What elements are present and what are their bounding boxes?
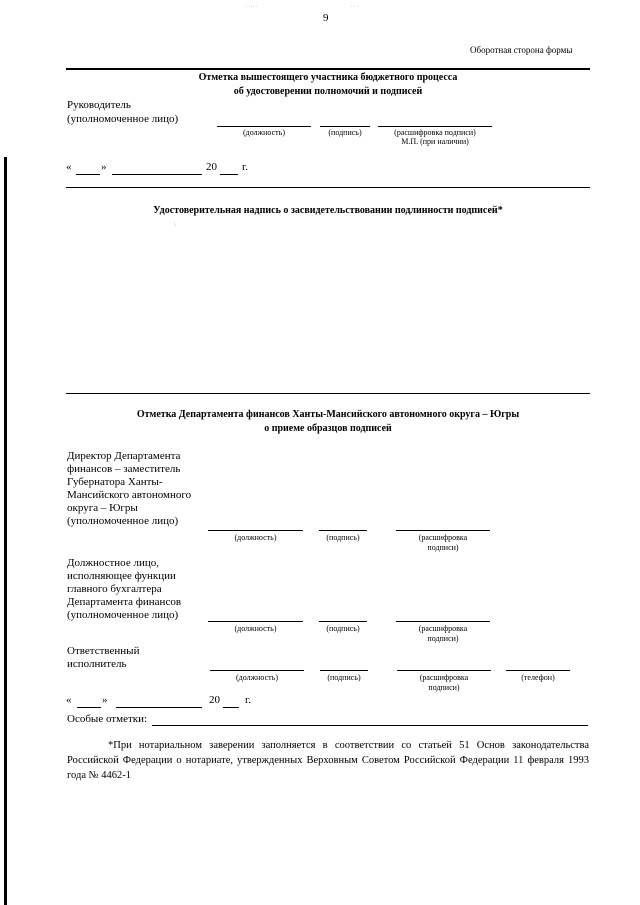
director-label	[67, 450, 207, 528]
executor-signature-field[interactable]	[320, 670, 368, 671]
section2-top-rule	[66, 187, 590, 188]
section1-title-line2: об удостоверении полномочий и подписей	[233, 86, 423, 97]
section1-cap-signature: (подпись)	[328, 128, 362, 137]
section1-position-field[interactable]	[217, 126, 311, 127]
section1-cap-decoding: (расшифровка подписи)	[394, 128, 476, 137]
executor-position-field[interactable]	[210, 670, 304, 671]
director-line: Губернатора Ханты-	[67, 476, 163, 488]
section1-date-day-field[interactable]	[76, 174, 100, 175]
official-cap-position: (должность)	[234, 624, 277, 633]
section3-title-line1: Отметка Департамента финансов Ханты-Мансийского автономного округа – Югры	[136, 409, 520, 420]
executor-cap-decoding-2: подписи)	[428, 683, 460, 692]
section3-date-open-quote: «	[66, 694, 72, 706]
section3-date-suffix: г.	[245, 694, 252, 706]
official-line: главного бухгалтера	[67, 583, 162, 595]
section2-title: Удостоверительная надпись о засвидетельствовании подлинности подписей*	[153, 205, 503, 216]
director-cap-decoding-2: подписи)	[427, 543, 459, 552]
section3-date-day-field[interactable]	[77, 707, 101, 708]
director-position-field[interactable]	[208, 530, 303, 531]
section1-date-suffix: г.	[242, 161, 249, 173]
section3-date-year-field[interactable]	[223, 707, 239, 708]
section3-date-month-field[interactable]	[116, 707, 202, 708]
director-line: округа – Югры	[67, 502, 138, 514]
section3-date-year-prefix: 20	[209, 694, 220, 706]
director-line: (уполномоченное лицо)	[67, 515, 179, 527]
executor-cap-signature: (подпись)	[327, 673, 361, 682]
director-cap-decoding-1: (расшифровка	[418, 533, 468, 542]
official-signature-field[interactable]	[319, 621, 367, 622]
section1-cap-position: (должность)	[243, 128, 285, 137]
section3-title-line2: о приеме образцов подписей	[264, 423, 392, 434]
special-marks-label: Особые отметки:	[67, 713, 148, 725]
scan-edge-bar	[4, 157, 7, 905]
footnote: *При нотариальном заверении заполняется в соответствии со статьей 51 Основ законодательства Российской Федерации о нотариате, утвержденных Верховным Советом Российской Федерации 11 февраля 1993 года № 4462-1	[67, 740, 589, 781]
section1-role-line1: Руководитель	[67, 99, 131, 111]
director-cap-signature: (подпись)	[326, 533, 360, 542]
section3-date-close-quote: »	[102, 694, 108, 706]
section1-decoding-field[interactable]	[378, 126, 492, 127]
form-side-label: Оборотная сторона формы	[470, 45, 573, 55]
official-position-field[interactable]	[208, 621, 303, 622]
director-signature-field[interactable]	[319, 530, 367, 531]
section1-date-year-field[interactable]	[220, 174, 238, 175]
official-line: Должностное лицо,	[67, 557, 159, 569]
official-cap-decoding-1: (расшифровка	[418, 624, 468, 633]
special-marks-field[interactable]	[152, 725, 588, 726]
executor-cap-decoding-1: (расшифровка	[419, 673, 469, 682]
page-number: 9	[323, 12, 329, 24]
executor-label	[67, 645, 207, 671]
official-decoding-field[interactable]	[396, 621, 490, 622]
section1-date-month-field[interactable]	[112, 174, 202, 175]
official-cap-decoding-2: подписи)	[427, 634, 459, 643]
section1-date-year-prefix: 20	[206, 161, 217, 173]
official-label	[67, 557, 207, 622]
section1-role-line2: (уполномоченное лицо)	[67, 113, 179, 125]
section1-date-open-quote: «	[66, 161, 72, 173]
official-line: исполняющее функции	[67, 570, 176, 582]
director-cap-position: (должность)	[234, 533, 277, 542]
official-line: (уполномоченное лицо)	[67, 609, 179, 621]
section1-top-rule	[66, 68, 590, 70]
executor-line: Ответственный	[67, 645, 140, 657]
official-cap-signature: (подпись)	[326, 624, 360, 633]
director-line: Мансийского автономного	[67, 489, 192, 501]
scan-noise-mark: · ··· ·	[245, 4, 258, 10]
director-line: Директор Департамента	[67, 450, 181, 462]
executor-line: исполнитель	[67, 658, 127, 670]
executor-cap-phone: (телефон)	[521, 673, 555, 682]
scan-noise-mark: \	[174, 222, 176, 228]
section1-signature-field[interactable]	[320, 126, 370, 127]
official-line: Департамента финансов	[67, 596, 182, 608]
section3-top-rule	[66, 393, 590, 394]
executor-cap-position: (должность)	[236, 673, 278, 682]
scan-noise-mark: · · ·	[350, 4, 359, 10]
section1-title-line1: Отметка вышестоящего участника бюджетного процесса	[198, 72, 458, 83]
section1-date-close-quote: »	[101, 161, 107, 173]
director-decoding-field[interactable]	[396, 530, 490, 531]
section1-cap-stamp: М.П. (при наличии)	[401, 137, 469, 146]
executor-phone-field[interactable]	[506, 670, 570, 671]
director-line: финансов – заместитель	[67, 463, 181, 475]
executor-decoding-field[interactable]	[397, 670, 491, 671]
